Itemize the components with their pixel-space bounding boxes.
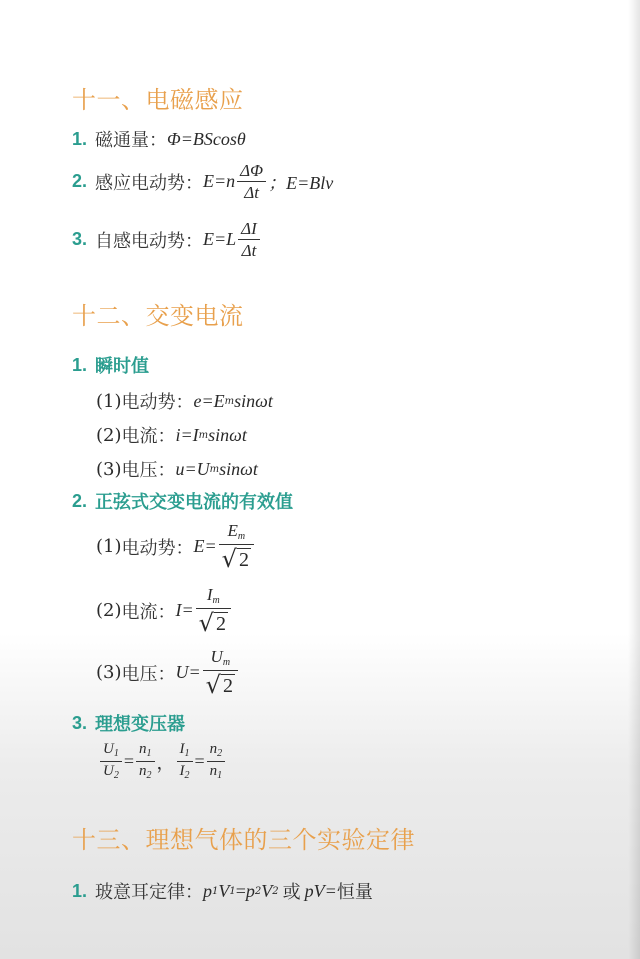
item-number: 1. (72, 880, 88, 901)
item-number: 1. (72, 128, 88, 149)
formula-self-induced-emf (72, 220, 262, 259)
radical-sign: √ (198, 609, 214, 637)
formula-lhs: U= (175, 662, 201, 682)
subscript: 2 (113, 770, 119, 781)
formula-suffix: ；E=Blv (268, 172, 334, 193)
fraction-denominator (177, 762, 193, 781)
subscript: 2 (184, 770, 190, 781)
formula-rhs: sinωt (208, 424, 247, 445)
numerator-variable: E (227, 521, 238, 540)
formula-label: 磁通量： (95, 130, 168, 151)
radical-sign: √ (221, 545, 237, 573)
formula-label: 电压： (121, 460, 176, 481)
fraction-i1-i2 (177, 742, 193, 781)
fraction (196, 586, 231, 635)
subscript: 2 (254, 885, 262, 897)
fraction-numerator (208, 648, 234, 670)
subscript: 1 (113, 748, 119, 759)
denominator-variable: U (103, 763, 114, 779)
var-v2: V (261, 880, 273, 901)
fraction-n2-n1 (207, 742, 226, 781)
section-title-electromagnetic-induction: 十一、电磁感应 (72, 86, 244, 114)
formula-text: Φ=BScosθ (167, 128, 246, 149)
formula-magnetic-flux (72, 126, 246, 152)
var-v1: V (218, 880, 230, 901)
subscript: m (224, 395, 235, 407)
formula-transformer-ratio (98, 742, 227, 781)
fraction-denominator (136, 762, 155, 781)
item-number: 2. (72, 171, 88, 191)
subscript: 2 (272, 885, 279, 897)
equals-sign: = (235, 880, 246, 901)
formula-instant-emf (96, 388, 273, 414)
denominator-variable: n (209, 763, 218, 779)
formula-prefix: E=L (203, 229, 237, 249)
formula-effective-voltage (96, 648, 240, 697)
numerator-variable: U (103, 741, 114, 757)
section-title-ideal-gas-laws: 十三、理想气体的三个实验定律 (72, 826, 415, 854)
fraction (219, 522, 254, 571)
fraction-numerator: ΔΦ (240, 161, 264, 180)
formula-lhs: e=E (193, 390, 225, 411)
sqrt-denominator (196, 609, 231, 635)
formula-label: 玻意耳定律： (95, 882, 204, 903)
item-index: (2) (96, 424, 122, 446)
numerator-variable: n (209, 741, 218, 757)
formula-effective-emf (96, 522, 256, 571)
subscript: 1 (217, 770, 223, 781)
subscript: m (212, 595, 220, 606)
formula-boyles-law (72, 878, 373, 904)
fraction-u1-u2 (100, 742, 122, 781)
subscript: 1 (184, 748, 190, 759)
formula-instant-current (96, 422, 247, 448)
subheading-text: 瞬时值 (95, 356, 150, 377)
numerator-variable: I (179, 741, 185, 757)
radical-sign: √ (205, 671, 221, 699)
item-index: (3) (96, 458, 122, 480)
fraction-numerator: ΔI (241, 219, 257, 238)
formula-label: 电流： (121, 601, 176, 623)
subheading-text: 正弦式交变电流的有效值 (95, 492, 294, 513)
denominator-variable: n (139, 763, 147, 779)
subheading-text: 理想变压器 (95, 714, 186, 735)
formula-label: 自感电动势： (95, 230, 204, 252)
section-title-alternating-current: 十二、交变电流 (72, 302, 244, 330)
item-index: (2) (96, 600, 122, 621)
fraction-n1-n2 (136, 742, 155, 781)
subscript: m (222, 657, 231, 668)
formula-rhs: sinωt (234, 390, 273, 411)
item-number: 2. (72, 490, 88, 511)
pv-expression: pV= (304, 880, 337, 901)
sqrt-denominator (219, 545, 254, 571)
fraction (238, 220, 260, 259)
numerator-variable: I (206, 585, 213, 604)
var-p1: p (203, 880, 213, 901)
subheading-instantaneous-value (72, 352, 149, 378)
formula-lhs: u=U (175, 458, 210, 479)
formula-label: 感应电动势： (95, 172, 204, 194)
formula-label: 电动势： (121, 537, 194, 559)
item-index: (3) (96, 662, 122, 683)
radicand: 2 (215, 613, 226, 635)
equals-sign: = (194, 751, 205, 771)
subscript: m (237, 531, 246, 542)
var-p2: p (245, 880, 255, 901)
subheading-ideal-transformer (72, 710, 185, 736)
equals-sign: = (123, 751, 134, 771)
numerator-variable: n (139, 741, 147, 757)
formula-prefix: E=n (203, 171, 236, 191)
fraction-denominator: Δt (241, 241, 257, 260)
formula-lhs: E= (193, 536, 217, 556)
fraction-numerator (177, 742, 193, 761)
fraction-numerator (204, 586, 223, 608)
formula-label: 电流： (121, 426, 176, 447)
subscript: 1 (229, 885, 236, 897)
formula-instant-voltage (96, 456, 258, 482)
formula-lhs: I= (175, 600, 194, 620)
fraction-numerator (224, 522, 248, 544)
fraction-denominator: Δt (244, 183, 259, 202)
formula-label: 电动势： (121, 392, 194, 413)
fraction-denominator (207, 762, 226, 781)
item-number: 3. (72, 712, 88, 733)
item-index: (1) (96, 390, 122, 412)
item-index: (1) (96, 536, 122, 557)
formula-effective-current (96, 586, 233, 635)
subscript: 2 (146, 770, 152, 781)
formula-label: 电压： (121, 663, 176, 685)
constant-word: 恒量 (336, 882, 373, 903)
subscript: 2 (217, 748, 223, 759)
fraction-numerator (100, 742, 122, 761)
subheading-effective-value (72, 488, 293, 514)
subscript: m (198, 429, 209, 441)
fraction-numerator (207, 742, 226, 761)
denominator-variable: I (179, 763, 185, 779)
fraction (237, 162, 266, 201)
or-word: 或 (282, 882, 301, 903)
separator: ， (156, 752, 175, 774)
formula-induced-emf (72, 162, 333, 201)
page-edge-shadow (628, 0, 640, 959)
item-number: 3. (72, 229, 88, 249)
radicand: 2 (222, 675, 233, 697)
sqrt-denominator (203, 671, 238, 697)
formula-lhs: i=I (175, 424, 199, 445)
fraction-numerator (136, 742, 155, 761)
item-number: 1. (72, 354, 88, 375)
radicand: 2 (238, 549, 249, 571)
subscript: m (209, 463, 220, 475)
numerator-variable: U (210, 647, 223, 666)
fraction-denominator (100, 762, 122, 781)
subscript: 1 (212, 885, 219, 897)
subscript: 1 (146, 748, 152, 759)
formula-rhs: sinωt (219, 458, 258, 479)
fraction (203, 648, 238, 697)
